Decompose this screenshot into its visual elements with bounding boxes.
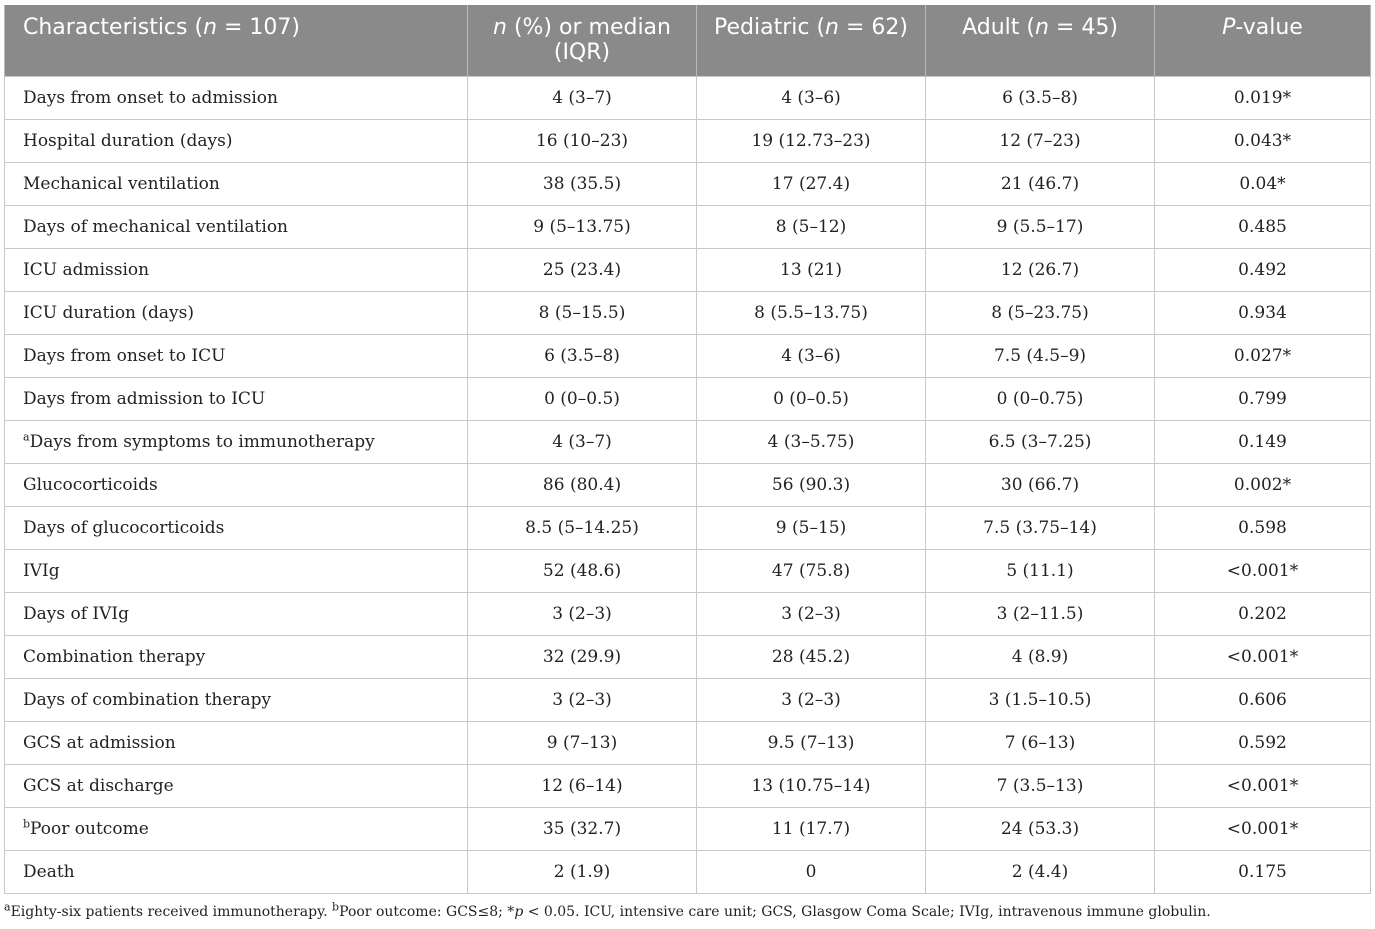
cell-pediatric: 19 (12.73–23) (697, 119, 926, 162)
table-row (5, 506, 1371, 549)
table-row (5, 248, 1371, 291)
row-label (5, 850, 468, 893)
cell-adult: 24 (53.3) (926, 807, 1155, 850)
table-header-row (5, 5, 1371, 76)
row-label-text: ICU duration (days) (23, 302, 195, 323)
cell-pediatric: 17 (27.4) (697, 162, 926, 205)
table-row (5, 764, 1371, 807)
cell-pediatric: 47 (75.8) (697, 549, 926, 592)
row-label-text: Days from symptoms to immunotherapy (29, 431, 375, 452)
row-label (5, 506, 468, 549)
cell-overall: 4 (3–7) (468, 76, 697, 119)
row-label (5, 549, 468, 592)
cell-overall: 9 (5–13.75) (468, 205, 697, 248)
cell-pediatric: 3 (2–3) (697, 678, 926, 721)
cell-overall: 4 (3–7) (468, 420, 697, 463)
characteristics-table (4, 5, 1371, 894)
row-label-text: ICU admission (23, 259, 150, 280)
cell-p-value: 0.492 (1155, 248, 1371, 291)
cell-adult: 7.5 (3.75–14) (926, 506, 1155, 549)
cell-adult: 6 (3.5–8) (926, 76, 1155, 119)
cell-pediatric: 9 (5–15) (697, 506, 926, 549)
table-row (5, 291, 1371, 334)
cell-adult: 7.5 (4.5–9) (926, 334, 1155, 377)
row-label-text: Days from onset to admission (23, 87, 278, 108)
row-label-text: Hospital duration (days) (23, 130, 233, 151)
cell-adult: 30 (66.7) (926, 463, 1155, 506)
table-footnote: $^a$Eighty-six patients received immunotherapy. $^b$Poor outcome: GCS≤8; *p < 0.05. ICU, intensive care unit; GCS, Glasgow Coma Scale; IVIg, intravenous immune globulin. (4, 899, 1211, 920)
header-overall: n (%) or median (IQR) (468, 5, 697, 76)
row-label (5, 162, 468, 205)
cell-adult: 3 (1.5–10.5) (926, 678, 1155, 721)
cell-overall: 16 (10–23) (468, 119, 697, 162)
cell-overall: 32 (29.9) (468, 635, 697, 678)
cell-pediatric: 0 (0–0.5) (697, 377, 926, 420)
row-label (5, 291, 468, 334)
row-label-text: Days from onset to ICU (23, 345, 226, 366)
row-label (5, 764, 468, 807)
cell-p-value: 0.934 (1155, 291, 1371, 334)
row-label-text: Days of glucocorticoids (23, 517, 225, 538)
table-row (5, 635, 1371, 678)
cell-pediatric: 8 (5–12) (697, 205, 926, 248)
row-label (5, 635, 468, 678)
cell-adult: 7 (3.5–13) (926, 764, 1155, 807)
row-label-text: GCS at discharge (23, 775, 174, 796)
cell-p-value: 0.606 (1155, 678, 1371, 721)
cell-pediatric: 11 (17.7) (697, 807, 926, 850)
row-label (5, 592, 468, 635)
table-row (5, 807, 1371, 850)
row-label-text: Poor outcome (30, 818, 149, 839)
cell-overall: 6 (3.5–8) (468, 334, 697, 377)
cell-adult: 7 (6–13) (926, 721, 1155, 764)
row-label-text: IVIg (23, 560, 60, 581)
cell-overall: 9 (7–13) (468, 721, 697, 764)
cell-adult: 4 (8.9) (926, 635, 1155, 678)
cell-adult: 9 (5.5–17) (926, 205, 1155, 248)
table-row (5, 463, 1371, 506)
cell-pediatric: 13 (21) (697, 248, 926, 291)
cell-adult: 21 (46.7) (926, 162, 1155, 205)
cell-adult: 3 (2–11.5) (926, 592, 1155, 635)
cell-pediatric: 4 (3–6) (697, 76, 926, 119)
cell-adult: 8 (5–23.75) (926, 291, 1155, 334)
footnote-marker: a (23, 429, 30, 443)
cell-overall: 2 (1.9) (468, 850, 697, 893)
table-row (5, 420, 1371, 463)
row-label (5, 463, 468, 506)
cell-p-value: 0.002* (1155, 463, 1371, 506)
row-label (5, 721, 468, 764)
cell-adult: 0 (0–0.75) (926, 377, 1155, 420)
cell-p-value: 0.592 (1155, 721, 1371, 764)
table-row (5, 678, 1371, 721)
cell-pediatric: 0 (697, 850, 926, 893)
header-p-value: P-value (1155, 5, 1371, 76)
row-label (5, 420, 468, 463)
cell-adult: 2 (4.4) (926, 850, 1155, 893)
row-label-text: Glucocorticoids (23, 474, 158, 495)
cell-p-value: 0.149 (1155, 420, 1371, 463)
row-label (5, 678, 468, 721)
cell-overall: 35 (32.7) (468, 807, 697, 850)
row-label-text: Days of combination therapy (23, 689, 272, 710)
row-label (5, 248, 468, 291)
table-row (5, 549, 1371, 592)
header-pediatric: Pediatric (n = 62) (697, 5, 926, 76)
cell-adult: 5 (11.1) (926, 549, 1155, 592)
cell-pediatric: 28 (45.2) (697, 635, 926, 678)
row-label-text: Mechanical ventilation (23, 173, 220, 194)
table-row (5, 76, 1371, 119)
table-container (4, 5, 1370, 920)
cell-p-value: 0.043* (1155, 119, 1371, 162)
cell-p-value: 0.598 (1155, 506, 1371, 549)
cell-overall: 86 (80.4) (468, 463, 697, 506)
row-label (5, 377, 468, 420)
cell-overall: 8.5 (5–14.25) (468, 506, 697, 549)
row-label (5, 807, 468, 850)
cell-p-value: 0.799 (1155, 377, 1371, 420)
row-label (5, 205, 468, 248)
row-label-text: Death (23, 861, 75, 882)
cell-adult: 6.5 (3–7.25) (926, 420, 1155, 463)
row-label-text: GCS at admission (23, 732, 176, 753)
table-row (5, 334, 1371, 377)
cell-overall: 52 (48.6) (468, 549, 697, 592)
cell-p-value: <0.001* (1155, 807, 1371, 850)
cell-pediatric: 13 (10.75–14) (697, 764, 926, 807)
cell-p-value: <0.001* (1155, 764, 1371, 807)
cell-overall: 0 (0–0.5) (468, 377, 697, 420)
row-label-text: Days of IVIg (23, 603, 130, 624)
cell-pediatric: 4 (3–6) (697, 334, 926, 377)
footnote-marker: b (23, 816, 31, 830)
cell-p-value: <0.001* (1155, 635, 1371, 678)
cell-p-value: 0.019* (1155, 76, 1371, 119)
header-adult: Adult (n = 45) (926, 5, 1155, 76)
table-row (5, 721, 1371, 764)
cell-p-value: 0.485 (1155, 205, 1371, 248)
table-row (5, 119, 1371, 162)
cell-overall: 3 (2–3) (468, 678, 697, 721)
cell-pediatric: 4 (3–5.75) (697, 420, 926, 463)
cell-p-value: <0.001* (1155, 549, 1371, 592)
row-label (5, 119, 468, 162)
cell-p-value: 0.027* (1155, 334, 1371, 377)
table-row (5, 377, 1371, 420)
cell-p-value: 0.202 (1155, 592, 1371, 635)
cell-pediatric: 8 (5.5–13.75) (697, 291, 926, 334)
cell-adult: 12 (26.7) (926, 248, 1155, 291)
row-label (5, 76, 468, 119)
cell-overall: 12 (6–14) (468, 764, 697, 807)
row-label (5, 334, 468, 377)
header-characteristics: Characteristics (n = 107) (5, 5, 468, 76)
cell-overall: 38 (35.5) (468, 162, 697, 205)
cell-p-value: 0.175 (1155, 850, 1371, 893)
row-label-text: Combination therapy (23, 646, 206, 667)
cell-adult: 12 (7–23) (926, 119, 1155, 162)
table-body (5, 76, 1371, 893)
row-label-text: Days from admission to ICU (23, 388, 266, 409)
cell-p-value: 0.04* (1155, 162, 1371, 205)
table-row (5, 162, 1371, 205)
table-row (5, 592, 1371, 635)
cell-pediatric: 3 (2–3) (697, 592, 926, 635)
cell-pediatric: 9.5 (7–13) (697, 721, 926, 764)
cell-overall: 25 (23.4) (468, 248, 697, 291)
cell-overall: 8 (5–15.5) (468, 291, 697, 334)
cell-pediatric: 56 (90.3) (697, 463, 926, 506)
table-row (5, 850, 1371, 893)
cell-overall: 3 (2–3) (468, 592, 697, 635)
table-row (5, 205, 1371, 248)
row-label-text: Days of mechanical ventilation (23, 216, 289, 237)
